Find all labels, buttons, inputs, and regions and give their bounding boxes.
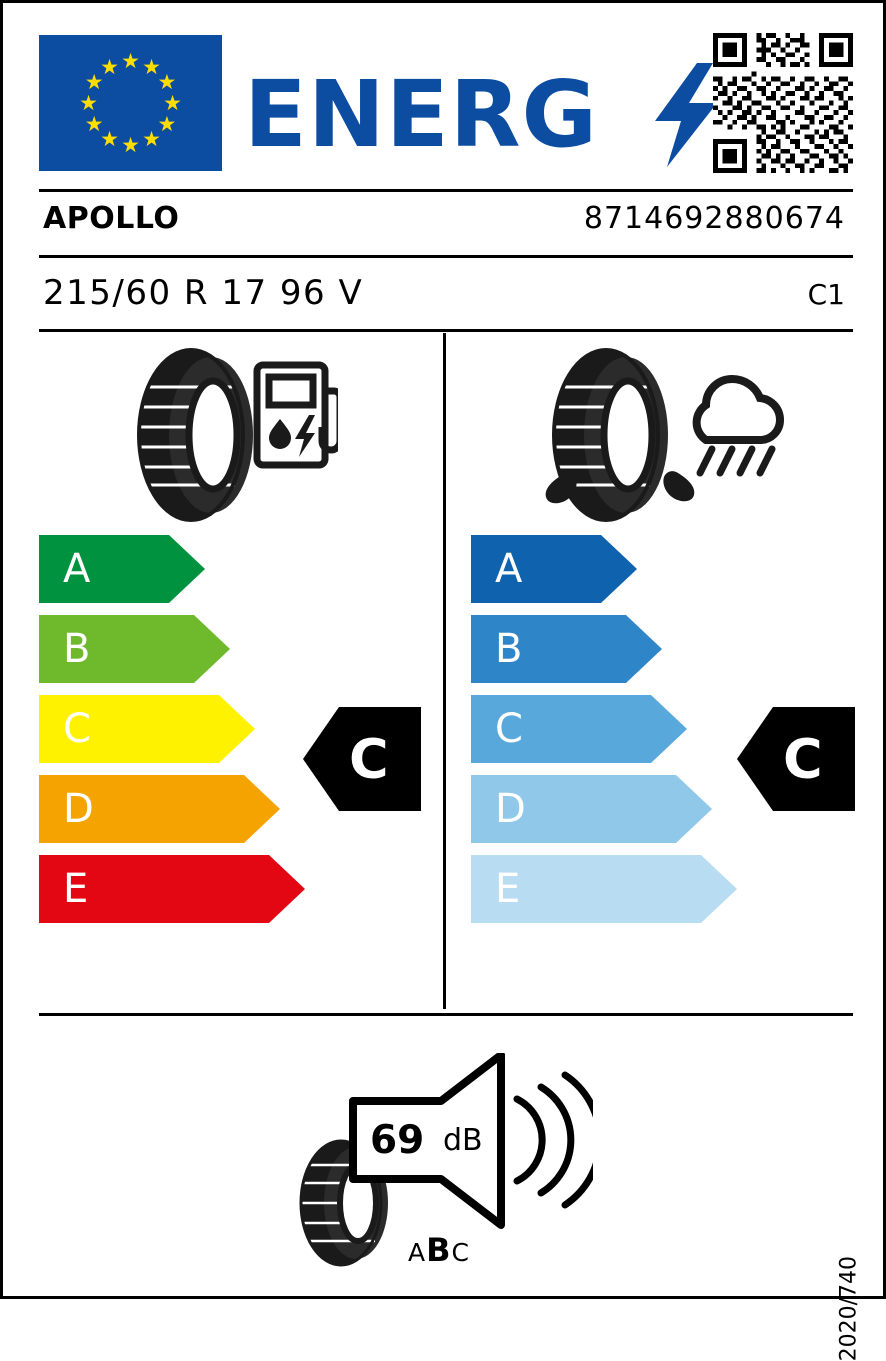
eu-star-icon: ★ — [79, 91, 98, 115]
rain-cloud-icon — [528, 347, 798, 522]
noise-class-c: C — [451, 1238, 470, 1267]
eu-star-icon: ★ — [121, 133, 140, 157]
fuel-efficiency-class-d — [39, 775, 305, 843]
fuel-pump-icon — [123, 347, 338, 522]
eu-star-icon: ★ — [100, 54, 119, 79]
noise-class-a: A — [408, 1238, 427, 1267]
brand-name: APOLLO — [43, 201, 180, 236]
wet-grip-class-d — [471, 775, 737, 843]
ean-code: 8714692880674 — [583, 201, 845, 236]
fuel-efficiency-letter: D — [63, 786, 94, 832]
eu-star-icon: ★ — [163, 91, 182, 115]
fuel-efficiency-letter: C — [63, 706, 91, 752]
noise-value: 69 — [370, 1118, 425, 1163]
wet-grip-grade: C — [783, 727, 823, 791]
divider-size — [39, 329, 853, 332]
fuel-efficiency-class-c — [39, 695, 305, 763]
wet-grip-class-b — [471, 615, 737, 683]
tyre-size: 215/60 R 17 96 V — [43, 273, 364, 313]
eu-star-icon: ★ — [121, 49, 140, 73]
wet-grip-letter: C — [495, 706, 523, 752]
eu-star-icon: ★ — [84, 112, 104, 136]
fuel-efficiency-class-a — [39, 535, 305, 603]
divider-brand — [39, 255, 853, 258]
tyre-class: C1 — [807, 278, 845, 311]
noise-class-b: B — [426, 1231, 452, 1269]
wet-grip-letter: A — [495, 546, 523, 592]
fuel-efficiency-grade: C — [349, 727, 389, 791]
fuel-efficiency-letter: E — [63, 866, 89, 912]
wet-grip-letter: E — [495, 866, 521, 912]
divider-noise — [39, 1013, 853, 1016]
eu-flag-icon — [39, 35, 222, 171]
noise-section — [293, 1053, 593, 1268]
eu-star-icon: ★ — [84, 70, 104, 94]
wet-grip-letter: D — [495, 786, 526, 832]
label-header — [39, 33, 853, 173]
divider-top — [39, 189, 853, 192]
noise-unit: dB — [443, 1123, 483, 1158]
eu-star-icon: ★ — [157, 112, 177, 136]
qr-code-icon — [713, 33, 853, 173]
eu-star-icon: ★ — [142, 54, 161, 79]
eu-star-icon: ★ — [142, 127, 161, 152]
fuel-efficiency-class-b — [39, 615, 305, 683]
wet-grip-letter: B — [495, 626, 523, 672]
fuel-efficiency-letter: A — [63, 546, 91, 592]
fuel-efficiency-scale — [39, 535, 305, 935]
fuel-efficiency-selected — [303, 707, 421, 811]
wet-grip-class-c — [471, 695, 737, 763]
wet-grip-selected — [737, 707, 855, 811]
eu-star-icon: ★ — [157, 70, 177, 94]
fuel-efficiency-letter: B — [63, 626, 91, 672]
noise-class-scale — [408, 1231, 470, 1269]
wet-grip-scale — [471, 535, 737, 935]
page-title: ENERG — [244, 61, 599, 168]
eu-star-icon: ★ — [100, 127, 119, 152]
lightning-bolt-icon — [651, 63, 721, 167]
wet-grip-class-a — [471, 535, 737, 603]
regulation-reference: 2020/740 — [836, 1256, 861, 1361]
wet-grip-class-e — [471, 855, 737, 923]
divider-vertical — [443, 333, 446, 1009]
fuel-efficiency-class-e — [39, 855, 305, 923]
